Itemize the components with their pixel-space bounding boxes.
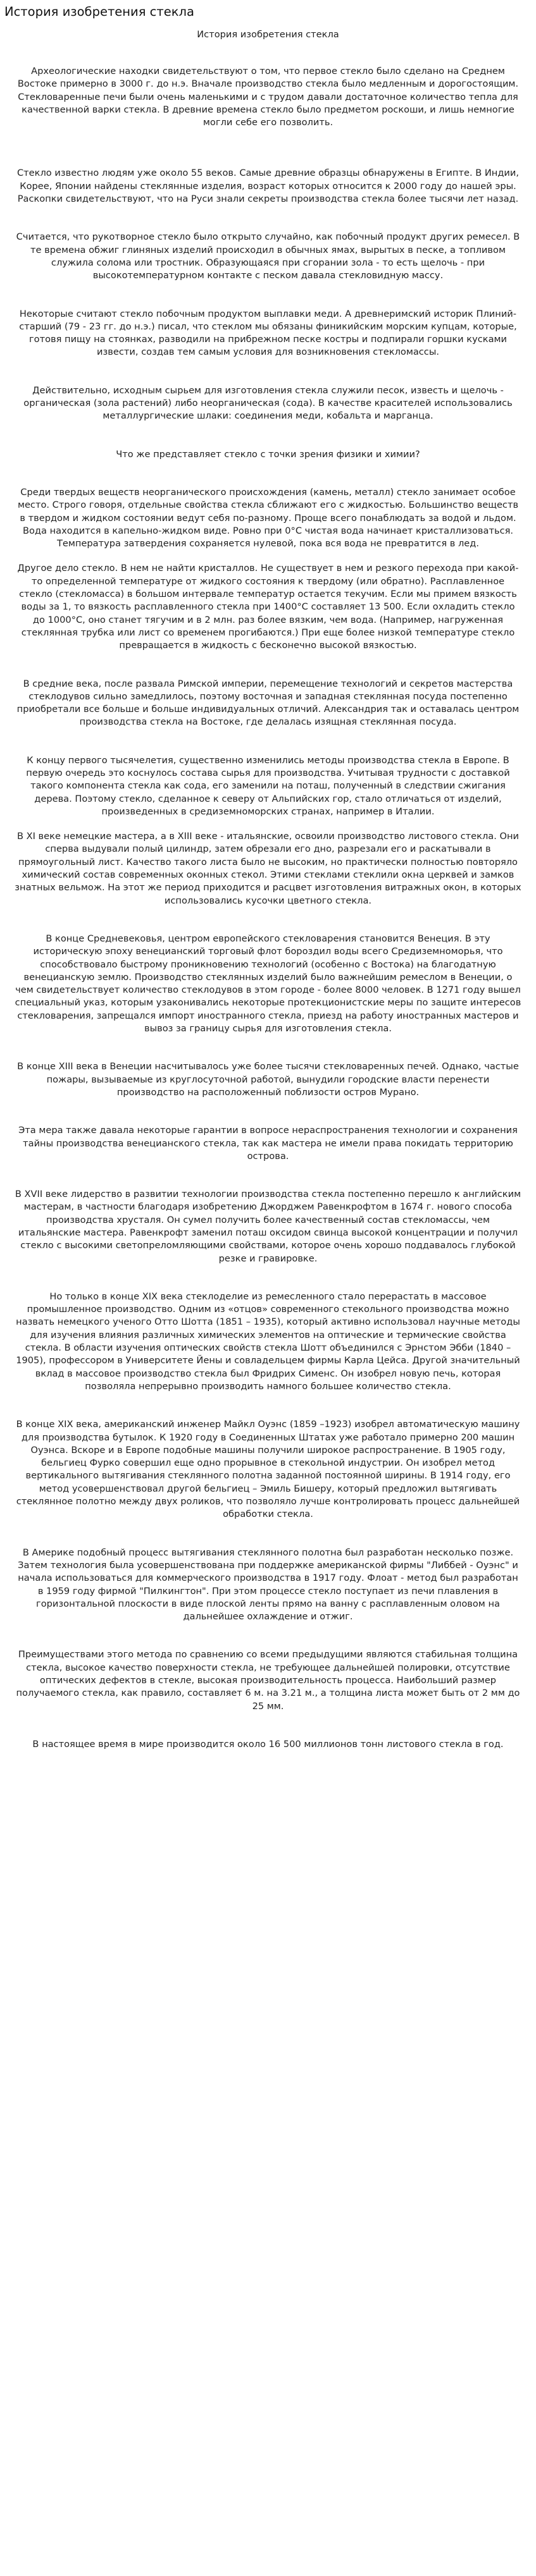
- paragraph-english-crystal: В XVII веке лидерство в развитии технологии производства стекла постепенно перешло к английским мастерам, в частности благодаря изобретению Джорджем Равенкрофтом в 1674 г. нового способа производства хрусталя. Он сумел получить более качественный состав стекломассы, чем итальянские мастера. Равенкрофт заменил поташ оксидом свинца высокой концентрации и получил стекло с высокими светопреломляющими свойствами, которое очень хорошо поддавалось глубокой резке и гравировке.: [15, 1189, 521, 1264]
- paragraph-sheet-glass: В XI веке немецкие мастера, а в XIII веке - итальянские, освоили производство листового стекла. Они сперва выдували полый цилиндр, затем обрезали его дно, разрезали его и раскатывали в прямоугольный лист. Качество такого листа было не высоким, но практически полностью повторяло химический состав современных оконных стекол. Этими стеклами стеклили окна церквей и замков знатных вельмож. На этот же период приходится и расцвет изготовления витражных окон, в которых использовались кусочки цветного стекла.: [15, 831, 521, 906]
- paragraph-viscosity: Другое дело стекло. В нем не найти кристаллов. Не существует в нем и резкого перехода при какой-то определенной температуре от жидкого состояния к твердому (или обратно). Расплавленное стекло (стекломасса) в большом интервале температур остается текучим. Если мы примем вязкость воды за 1, то вязкость расплавленного стекла при 1400°C составляет 13 500. Если охладить стекло до 1000°C, оно станет тягучим и в 2 млн. раз более вязким, чем вода. (Например, нагруженная стеклянная трубка или лист со временем прогибаются.) При еще более низкой температуре стекло превращается в жидкость с бесконечно высокой вязкостью.: [17, 563, 519, 651]
- paragraph-age: Стекло известно людям уже около 55 веков. Самые древние образцы обнаружены в Египте. В Индии, Корее, Японии найдены стеклянные изделия, возраст которых относится к 2000 году до нашей эры. Раскопки свидетельствуют, что на Руси знали секреты производства стекла более тысячи лет назад.: [16, 168, 520, 205]
- paragraph-accidental-discovery: Считается, что рукотворное стекло было открыто случайно, как побочный продукт других ремесел. В те времена обжиг глиняных изделий происходил в обычных ямах, вырытых в песке, а топливом служила солома или тростник. Образующаяся при сгорании зола - то есть щелочь - при высокотемпературном контакте с песком давала стекловидную массу.: [16, 231, 520, 281]
- paragraph-industrial: Но только в конце XIX века стеклоделие из ремесленного стало перерастать в массовое промышленное производство. Одним из «отцов» современного стекольного производства можно назвать немецкого ученого Отто Шотта (1851 – 1935), который активно использовал научные методы для изучения влияния различных химических элементов на оптические и термические свойства стекла. В области изучения оптических свойств стекла Шотт объединился с Эрнстом Эбби (1840 – 1905), профессором в Университете Йены и совладельцем фирмы Карла Цейса. Другой значительный вклад в массовое производство стекла был Фридрих Сименс. Он изобрел новую печь, которая позволяла непрерывно производить намного большее количество стекла.: [16, 1291, 520, 1392]
- paragraph-modern-output: В настоящее время в мире производится около 16 500 миллионов тонн листового стекла в год.: [32, 1738, 504, 1750]
- article-heading: История изобретения стекла: [197, 29, 339, 40]
- paragraph-middle-ages: В средние века, после развала Римской империи, перемещение технологий и секретов мастерства стеклодувов сильно замедлилось, поэтому восточная и западная стеклянная посуда постепенно приобретали все больше и больше индивидуальных отличий. Александрия так и оставалась центром производства стекла на Востоке, где делалась изящная стеклянная посуда.: [16, 678, 520, 728]
- paragraph-origin: Археологические находки свидетельствуют о том, что первое стекло было сделано на Среднем Востоке примерно в 3000 г. до н.э. Вначале производство стекла было медленным и дорогостоящим. Стекловаренные печи были очень маленькими и с трудом давали достаточное количество тепла для качественной варки стекла. В древние времена стекло было предметом роскоши, и лишь немногие могли себе его позволить.: [17, 66, 519, 128]
- paragraph-secrecy: Эта мера также давала некоторые гарантии в вопросе нераспространения технологии и сохранения тайны производства венецианского стекла, так как мастера не имели права покидать территорию острова.: [18, 1125, 518, 1162]
- paragraph-advantages: Преимуществами этого метода по сравнению со всеми предыдущими являются стабильная толщина стекла, высокое качество поверхности стекла, не требующее дальнейшей полировки, отсутствие оптических дефектов в стекле, высокая производительность процесса. Наибольший размер получаемого стекла, как правило, составляет 6 м. на 3.21 м., а толщина листа может быть от 2 мм до 25 мм.: [16, 1649, 520, 1712]
- paragraph-venice: В конце Средневековья, центром европейского стекловарения становится Венеция. В эту историческую эпоху венецианский торговый флот бороздил воды всего Средиземноморья, что способствовало быстрому проникновению технологий (особенно с Востока) на благодатную венецианскую землю. Производство стеклянных изделий было важнейшим ремеслом в Венеции, о чем свидетельствует количество стеклодувов в этом городе - более 8000 человек. В 1271 году вышел специальный указ, которым узаконивались некоторые протекционистские меры по защите интересов стекловарения, запрещался импорт иностранного стекла, приезд на работу иностранных мастеров и вывоз за границу сырья для изготовления стекла.: [15, 933, 521, 1034]
- article: [0, 28, 536, 1751]
- paragraph-murano: В конце XIII века в Венеции насчитывалось уже более тысячи стекловаренных печей. Однако, частые пожары, вызываемые из круглосуточной работой, вынудили городские власти перенести производство на расположенный поблизости остров Мурано.: [17, 1061, 519, 1098]
- paragraph-question: Что же представляет стекло с точки зрения физики и химии?: [116, 448, 420, 460]
- paragraph-first-millennium: К концу первого тысячелетия, существенно изменились методы производства стекла в Европе. В первую очередь это коснулось состава сырья для производства. Учитывая трудности с доставкой такого компонента стекла как сода, его заменили на поташ, полученный в следствии сжигания дерева. Поэтому стекло, сделанное к северу от Альпийских гор, стало отличаться от изделий, произведенных в средиземноморских странах, например в Италии.: [26, 754, 510, 817]
- paragraph-float-method: В Америке подобный процесс вытягивания стеклянного полотна был разработан несколько позже. Затем технология была усовершенствована при поддержке американской фирмы "Либбей - Оуэнс" и начала использоваться для коммерческого производства в 1917 году. Флоат - метод был разработан в 1959 году фирмой "Пилкингтон". При этом процессе стекло поступает из печи плавления в горизонтальной плоскости в виде плоской ленты прямо на ванну с расплавленным оловом на дальнейшее охлаждение и отжиг.: [18, 1547, 518, 1622]
- paragraph-raw-materials: Действительно, исходным сырьем для изготовления стекла служили песок, известь и щелочь - органическая (зола растений) либо неорганическая (сода). В качестве красителей использовались металлургические шлаки: соединения меди, кобальта и марганца.: [23, 384, 513, 422]
- page-title: История изобретения стекла: [4, 4, 194, 19]
- paragraph-copper-smelting: Некоторые считают стекло побочным продуктом выплавки меди. А древнеримский историк Плиний-старший (79 - 23 гг. до н.э.) писал, что стеклом мы обязаны финикийским морским купцам, которые, готовя пищу на стоянках, разводили на прибрежном песке костры и подпирали горшки кусками извести, создав тем самым условия для возникновения стекломассы.: [19, 308, 517, 358]
- paragraph-solids: Среди твердых веществ неорганического происхождения (камень, металл) стекло занимает особое место. Строго говоря, отдельные свойства стекла сближают его с жидкостью. Большинство веществ в твердом и жидком состоянии ведут себя по-разному. Проще всего понаблюдать за водой и льдом. Вода находится в капельно-жидком виде. Ровно при 0°C чистая вода начинает кристаллизоваться. Температура затвердения сохраняется нулевой, пока вся вода не превратится в лед.: [17, 486, 519, 549]
- paragraph-automation: В конце XIX века, американский инженер Майкл Оуэнс (1859 –1923) изобрел автоматическую машину для производства бутылок. К 1920 году в Соединенных Штатах уже работало примерно 200 машин Оуэнса. Вскоре и в Европе подобные машины получили широкое распространение. В 1905 году, бельгиец Фурко совершил еще одно прорывное в стекольной индустрии. Он изобрел метод вертикального вытягивания стеклянного полотна заданной постоянной ширины. В 1914 году, его метод усовершенствовал другой бельгиец – Эмиль Бишеру, который предложил вытягивать стеклянное полотно между двух роликов, что позволяло лучше контролировать процесс дальнейшей обработки стекла.: [16, 1419, 520, 1520]
